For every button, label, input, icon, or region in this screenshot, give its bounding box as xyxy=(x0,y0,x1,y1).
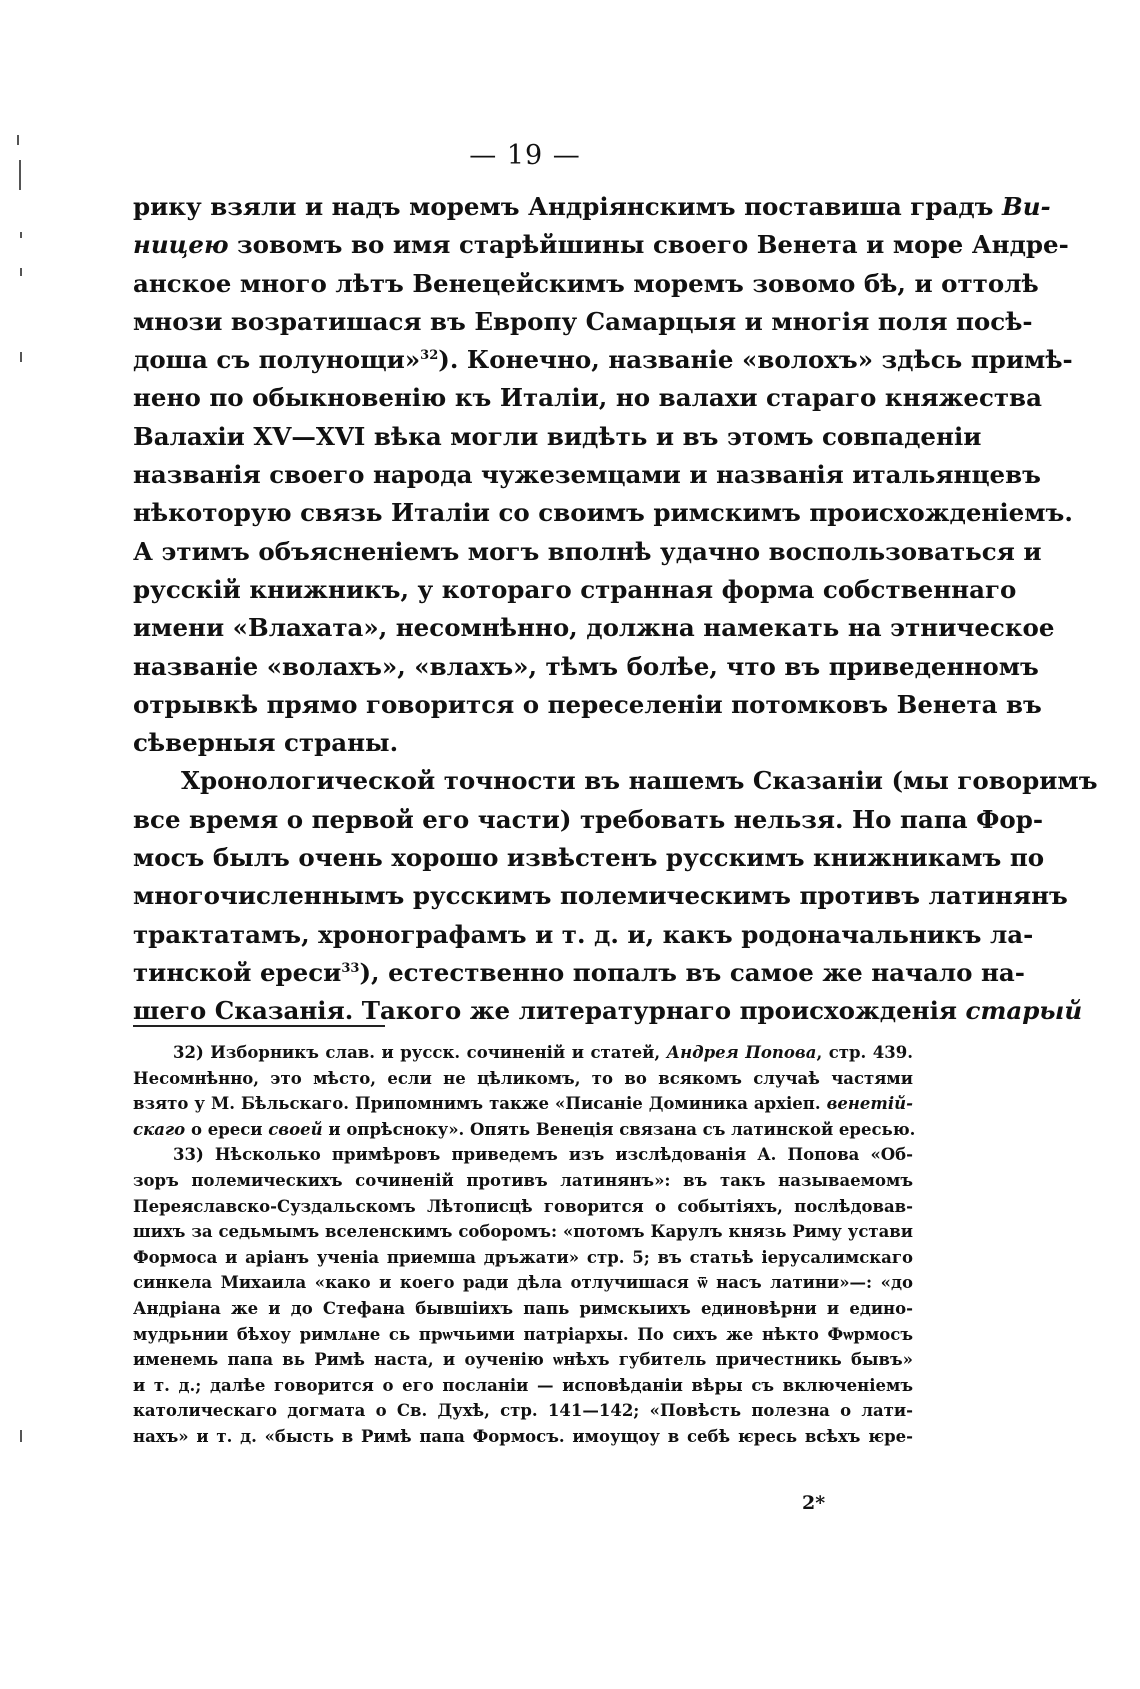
signature-mark: 2* xyxy=(802,1492,826,1514)
text-line: мнози возратишася въ Европу Самарцыя и многія поля посѣ- xyxy=(133,306,1033,336)
footnote-line: Формоса и аріанъ ученіа приемша дръжати» стр. 5; въ статьѣ іерусалимскаго xyxy=(133,1247,913,1267)
footnotes xyxy=(133,1040,916,1450)
scan-mark xyxy=(19,160,21,190)
italic-text: своей xyxy=(268,1119,323,1139)
footnote-line: Андріана же и до Стефана бывшіихъ папь римскыихъ единовѣрни и едино- xyxy=(133,1298,913,1318)
footnote-line: мудрьнии бѣхоу римлѧне сь прѡчьими патріархы. По сихъ же нѣкто Фѡрмосъ xyxy=(133,1324,913,1344)
text-line: нено по обыкновенію къ Италіи, но валахи стараго княжества xyxy=(133,383,1042,413)
text-line: тинской ереси$^{33}$), естественно попалъ въ самое же начало на- xyxy=(133,957,1025,987)
text-line: рику взяли и надъ моремъ Андріянскимъ поставиша градъ Ви- xyxy=(133,192,1051,221)
text-line: все время о первой его части) требовать нельзя. Но папа Фор- xyxy=(133,804,1044,834)
footnote-divider xyxy=(133,1025,385,1027)
italic-text: Ви- xyxy=(1001,192,1051,221)
footnote-line: 33) Нѣсколько примѣровъ приведемъ изъ изслѣдованія А. Попова «Об- xyxy=(173,1145,913,1165)
text-line: имени «Влахата», несомнѣнно, должна намекать на этническое xyxy=(133,613,1055,643)
footnote-ref: 32 xyxy=(420,348,439,364)
text-line: русскій книжникъ, у котораго странная форма собственнаго xyxy=(133,574,1017,604)
text-line: нѣкоторую связь Италіи со своимъ римскимъ происхожденіемъ. xyxy=(133,498,1073,528)
italic-text: старый xyxy=(965,996,1083,1026)
footnote-line: взято у М. Бѣльскаго. Припомнимъ также «Писаніе Доминика архіеп. венетій- xyxy=(133,1094,913,1114)
footnote-line: скаго о ереси своей и опрѣсноку». Опять Венеція связана съ латинской ересью. xyxy=(133,1119,916,1139)
text-line: анское много лѣтъ Венецейскимъ моремъ зовомо бѣ, и оттолѣ xyxy=(133,268,1039,298)
text-line: Хронологической точности въ нашемъ Сказаніи (мы говоримъ xyxy=(181,766,1098,796)
footnote-line: 32) Изборникъ слав. и русск. сочиненій и статей, Андрея Попова, стр. 439. xyxy=(173,1043,913,1062)
text-line: мосъ былъ очень хорошо извѣстенъ русскимъ книжникамъ по xyxy=(133,843,1045,873)
text-line: отрывкѣ прямо говорится о переселеніи потомковъ Венета въ xyxy=(133,689,1042,719)
text-line: доша съ полунощи»$^{32}$). Конечно, названіе «волохъ» здѣсь примѣ- xyxy=(133,345,1073,375)
footnote-line: синкела Михаила «како и коего ради дѣла отлучишася ѿ насъ латини»—: «до xyxy=(133,1273,913,1293)
footnote-ref: 33 xyxy=(341,960,360,976)
footnote-line: шихъ за седьмымъ вселенскимъ соборомъ: «потомъ Карулъ князь Риму устави xyxy=(133,1222,913,1242)
italic-text: ницею xyxy=(133,230,229,260)
page-number: — 19 — xyxy=(469,140,581,171)
text-line: трактатамъ, хронографамъ и т. д. и, какъ родоначальникъ ла- xyxy=(133,919,1034,949)
text-line: названіе «волахъ», «влахъ», тѣмъ болѣе, что въ приведенномъ xyxy=(133,651,1039,681)
scan-mark xyxy=(20,1430,22,1442)
text-line: шего Сказанія. Такого же литературнаго происхожденія старый xyxy=(133,996,1083,1026)
italic-text: венетій- xyxy=(826,1094,913,1114)
footnote-line: Переяславско-Суздальскомъ Лѣтописцѣ говорится о событіяхъ, послѣдовав- xyxy=(133,1196,913,1216)
text-line: А этимъ объясненіемъ могъ вполнѣ удачно воспользоваться и xyxy=(133,536,1042,566)
text-line: сѣверныя страны. xyxy=(133,728,399,758)
text-line: ницею зовомъ во имя старѣйшины своего Венета и море Андре- xyxy=(133,230,1069,260)
text-line: многочисленнымъ русскимъ полемическимъ противъ латинянъ xyxy=(133,881,1068,911)
footnote-line: Несомнѣнно, это мѣсто, если не цѣликомъ, то во всякомъ случаѣ частями xyxy=(133,1068,913,1088)
scan-mark xyxy=(17,135,19,145)
main-text xyxy=(133,188,1098,1031)
footnote-line: именемь папа вь Римѣ наста, и оученію ѡнѣхъ губитель причестникь бывъ» xyxy=(133,1350,913,1370)
scan-mark xyxy=(20,352,22,362)
italic-text: скаго xyxy=(133,1119,186,1139)
footnote-line: зоръ полемическихъ сочиненій противъ латинянъ»: въ такъ называемомъ xyxy=(133,1170,913,1190)
italic-text: Андрея Попова xyxy=(666,1043,817,1062)
footnote-line: нахъ» и т. д. «бысть в Римѣ папа Формосъ. имоущоу в себѣ ѥресь всѣхъ ѥре- xyxy=(133,1426,913,1446)
text-line: Валахіи XV—XVI вѣка могли видѣть и въ этомъ совпаденіи xyxy=(133,421,982,451)
footnote-line: и т. д.; далѣе говорится о его посланіи — исповѣданіи вѣры съ включеніемъ xyxy=(133,1375,913,1395)
footnote-line: католическаго догмата о Св. Духѣ, стр. 141—142; «Повѣсть полезна о лати- xyxy=(133,1401,913,1421)
text-line: названія своего народа чужеземцами и названія итальянцевъ xyxy=(133,460,1041,490)
scan-mark xyxy=(20,232,22,238)
scan-mark xyxy=(20,268,22,276)
